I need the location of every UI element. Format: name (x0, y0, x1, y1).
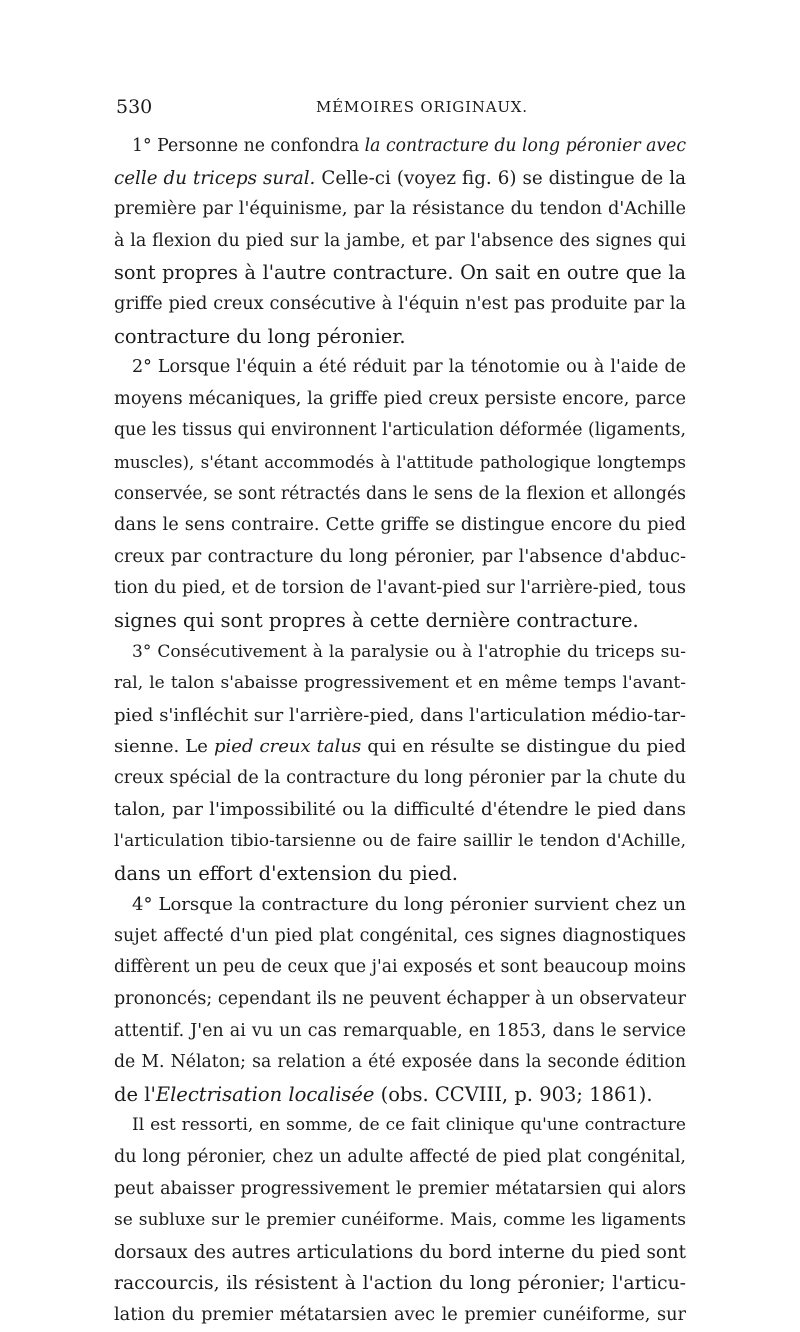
text-segment: muscles), s'étant accommodés à l'attitude pathologique longtemps (114, 451, 686, 472)
text-line (114, 447, 686, 479)
text-segment: dorsaux des autres articulations du bord interne du pied sont (114, 1241, 686, 1263)
italic-text: la contracture du long péronier avec (364, 136, 687, 156)
text-segment: prononcés; cependant ils ne peuvent échapper à un observateur (114, 989, 686, 1010)
text-line (114, 542, 686, 574)
text-line (114, 1268, 686, 1300)
text-line (114, 226, 686, 258)
page-number: 530 (116, 96, 153, 118)
text-segment: sienne. Le (114, 736, 214, 758)
italic-text: pied creux talus (213, 736, 362, 758)
text-segment: sont propres à l'autre contracture. On sait en outre que la (114, 261, 686, 285)
text-line (114, 1142, 686, 1174)
text-segment: (obs. CCVIII, p. 903; 1861). (374, 1082, 653, 1106)
text-segment: 2° Lorsque l'équin a été réduit par la ténotomie ou à l'aide de (132, 357, 686, 378)
text-segment: de l' (114, 1082, 156, 1106)
text-line (114, 858, 686, 890)
text-line (114, 889, 686, 921)
text-line (114, 1237, 686, 1269)
text-segment: à la flexion du pied sur la jambe, et par l'absence des signes qui (114, 230, 686, 251)
text-segment: signes qui sont propres à cette dernière contracture. (114, 608, 639, 632)
text-segment: contracture du long péronier. (114, 324, 406, 348)
text-segment: 4° Lorsque la contracture du long péronier survient chez un (132, 894, 686, 916)
text-line (114, 763, 686, 795)
text-segment: dans le sens contraire. Cette griffe se distingue encore du pied (114, 515, 686, 536)
text-segment: qui en résulte se distingue du pied (361, 736, 687, 758)
text-line (114, 289, 686, 321)
text-line (114, 605, 686, 637)
text-segment: sujet affecté d'un pied plat congénital, ces signes diagnostiques (114, 925, 686, 946)
italic-text: celle du triceps sural. (114, 167, 316, 189)
text-line (114, 1079, 686, 1111)
text-segment: peut abaisser progressivement le premier métatarsien qui alors (114, 1178, 686, 1199)
text-line (114, 637, 686, 669)
text-segment: Il est ressorti, en somme, de ce fait clinique qu'une contracture (132, 1115, 686, 1136)
text-segment: talon, par l'impossibilité ou la difficulté d'étendre le pied dans (114, 799, 686, 821)
text-segment: 3° Consécutivement à la paralysie ou à l'atrophie du triceps su- (132, 641, 686, 662)
text-line (114, 131, 686, 163)
text-segment: ral, le talon s'abaisse progressivement et en même temps l'avant- (114, 673, 686, 694)
text-segment: lation du premier métatarsien avec le premier cunéiforme, sur (114, 1304, 686, 1325)
text-segment: Celle-ci (voyez fig. 6) se distingue de la (315, 167, 686, 189)
page-header (116, 96, 686, 126)
text-segment: creux spécial de la contracture du long péronier par la chute du (114, 767, 686, 788)
text-line (114, 257, 686, 289)
text-line (114, 163, 686, 195)
text-segment: que les tissus qui environnent l'articulation déformée (ligaments, (114, 420, 686, 441)
text-segment: de M. Nélaton; sa relation a été exposée dans la seconde édition (114, 1052, 686, 1073)
text-line (114, 510, 686, 542)
running-head: MÉMOIRES ORIGINAUX. (316, 98, 528, 116)
text-segment: raccourcis, ils résistent à l'action du long péronier; l'articu- (114, 1273, 686, 1295)
text-line (114, 826, 686, 858)
text-line (114, 479, 686, 511)
text-segment: diffèrent un peu de ceux que j'ai exposés et sont beaucoup moins (114, 957, 686, 978)
text-segment: tion du pied, et de torsion de l'avant-pied sur l'arrière-pied, tous (114, 578, 686, 599)
text-line (114, 1016, 686, 1048)
text-segment: pied s'infléchit sur l'arrière-pied, dans l'articulation médio-tar- (114, 704, 686, 726)
text-segment: 1° Personne ne confondra (132, 136, 365, 156)
text-line (114, 1205, 686, 1237)
text-segment: conservée, se sont rétractés dans le sens de la flexion et allongés (114, 483, 686, 504)
text-line (114, 194, 686, 226)
text-segment: griffe pied creux consécutive à l'équin n'est pas produite par la (114, 293, 686, 314)
text-segment: attentif. J'en ai vu un cas remarquable, en 1853, dans le service (114, 1020, 686, 1041)
text-segment: dans un effort d'extension du pied. (114, 861, 458, 885)
text-segment: se subluxe sur le premier cunéiforme. Mais, comme les ligaments (114, 1210, 686, 1231)
text-line (114, 415, 686, 447)
text-line (114, 573, 686, 605)
text-segment: moyens mécaniques, la griffe pied creux persiste encore, parce (114, 388, 686, 409)
text-line (114, 731, 686, 763)
text-line (114, 952, 686, 984)
text-segment: creux par contracture du long péronier, par l'absence d'abduc- (114, 546, 686, 567)
text-line (114, 352, 686, 384)
italic-text: Electrisation localisée (155, 1082, 375, 1106)
text-line (114, 384, 686, 416)
text-segment: première par l'équinisme, par la résistance du tendon d'Achille (114, 199, 686, 220)
text-line (114, 1174, 686, 1206)
body-text (114, 131, 686, 1332)
text-line (114, 1047, 686, 1079)
text-segment: l'articulation tibio-tarsienne ou de faire saillir le tendon d'Achille, (114, 831, 686, 852)
text-line (114, 1110, 686, 1142)
text-line (114, 984, 686, 1016)
text-segment: du long péronier, chez un adulte affecté de pied plat congénital, (114, 1147, 686, 1167)
text-line (114, 668, 686, 700)
text-line (114, 794, 686, 826)
text-line (114, 700, 686, 732)
text-line (114, 921, 686, 953)
text-line (114, 1300, 686, 1332)
text-line (114, 321, 686, 353)
